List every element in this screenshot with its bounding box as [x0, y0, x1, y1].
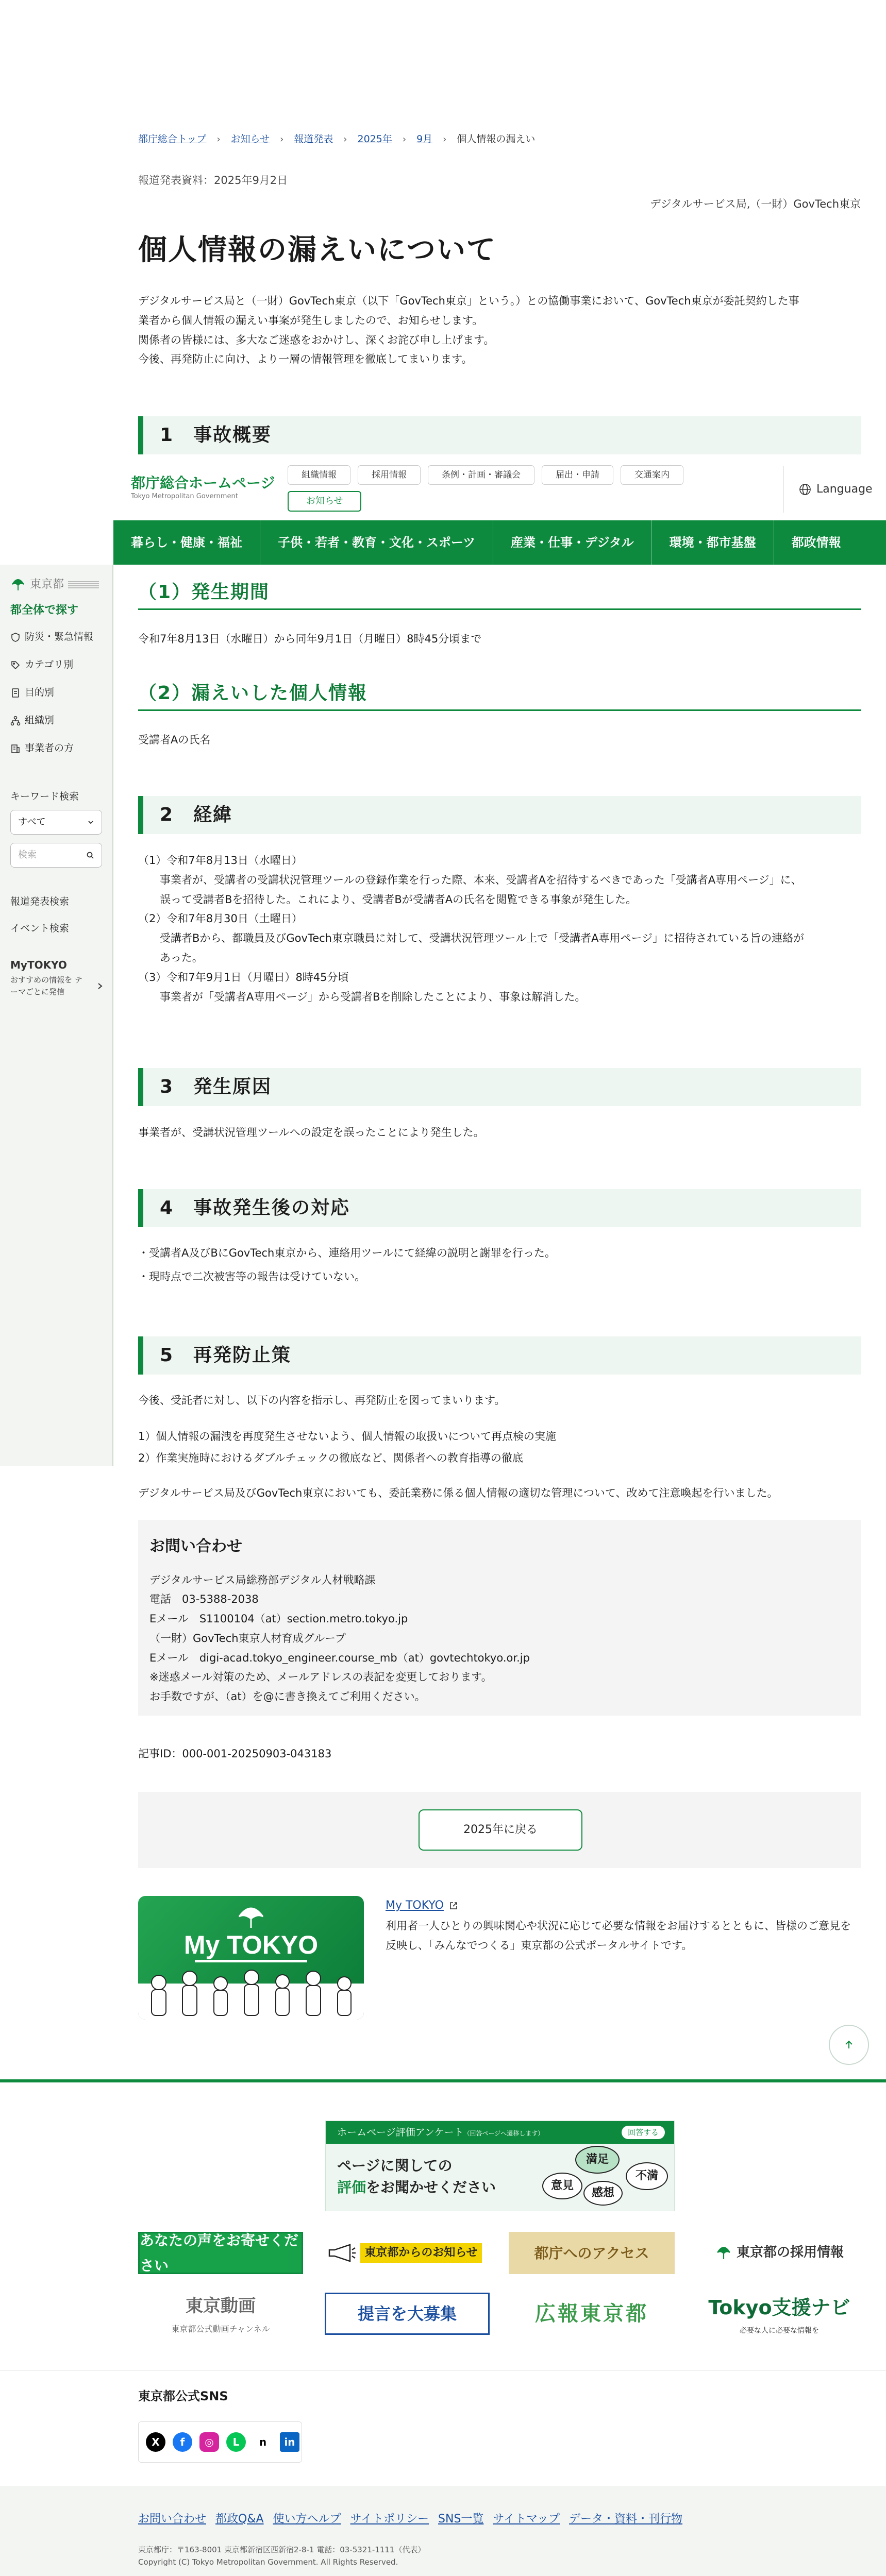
- sidebar-item-business[interactable]: [10, 740, 74, 757]
- banner-access[interactable]: 都庁へのアクセス: [509, 2232, 675, 2274]
- footer-link-sitemap[interactable]: サイトマップ: [493, 2513, 560, 2526]
- prevention-list: [138, 1427, 860, 1468]
- survey-line-1: ページに関しての: [337, 2157, 453, 2174]
- banner-notice[interactable]: [325, 2232, 484, 2274]
- banner-recruit[interactable]: [697, 2232, 862, 2274]
- timeline-list: [138, 851, 860, 1007]
- prevention-item: 2）作業実施時におけるダブルチェックの徹底など、関係者への教育指導の徹底: [138, 1451, 523, 1464]
- footer-links: [138, 2510, 682, 2530]
- gnav-industry[interactable]: 産業・仕事・デジタル: [493, 520, 652, 565]
- contact-line: Eメール S1100104（at）section.metro.tokyo.jp: [149, 1613, 408, 1625]
- footer-link-qa[interactable]: 都政Q&A: [215, 2513, 264, 2526]
- intro-line: 今後、再発防止に向け、より一層の情報管理を徹底してまいります。: [138, 353, 473, 366]
- banner-notice-label: 東京都からのお知らせ: [360, 2243, 481, 2263]
- page-title: 個人情報の漏えいについて: [138, 233, 496, 267]
- news-button[interactable]: お知らせ: [288, 491, 361, 512]
- utility-nav: [288, 465, 736, 485]
- keyword-search-label: キーワード検索: [10, 791, 79, 802]
- chevron-right-icon: ›: [443, 133, 447, 145]
- sidebar: [0, 565, 113, 1466]
- util-link-recruit[interactable]: 採用情報: [358, 465, 421, 485]
- sidebar-item-disaster[interactable]: [10, 629, 93, 646]
- bubble-dissatisfied: 不満: [626, 2162, 668, 2190]
- sns-title: 東京都公式SNS: [138, 2389, 228, 2403]
- release-department: デジタルサービス局,（一財）GovTech東京: [650, 198, 861, 210]
- contact-line: お手数ですが、（at）を@に書き換えてご利用ください。: [149, 1690, 426, 1703]
- sidebar-item-label: カテゴリ別: [25, 659, 74, 670]
- back-band: [138, 1792, 861, 1868]
- back-to-year-button[interactable]: 2025年に戻る: [419, 1809, 582, 1851]
- contact-title: お問い合わせ: [149, 1537, 242, 1555]
- banner-proposal[interactable]: 提言を大募集: [325, 2293, 490, 2335]
- timeline-item: （2）令和7年8月30日（土曜日）: [138, 912, 303, 925]
- bubble-opinion: 意見: [542, 2173, 582, 2199]
- shield-icon: [10, 632, 21, 642]
- subsection-heading-period: （1）発生期間: [138, 578, 861, 610]
- prevention-closing: デジタルサービス局及びGovTech東京においても、委託業務に係る個人情報の適切な管理について、改めて注意喚起を行いました。: [138, 1487, 778, 1499]
- contact-line: ※迷惑メール対策のため、メールアドレスの表記を変更しております。: [149, 1671, 492, 1684]
- survey-answer-button[interactable]: 回答する: [622, 2126, 665, 2139]
- site-header: [113, 456, 886, 520]
- prevention-intro: 今後、受託者に対し、以下の内容を指示し、再発防止を図ってまいります。: [138, 1394, 506, 1406]
- timeline-item: （1）令和7年8月13日（水曜日）: [138, 854, 303, 867]
- section-heading-4: 4 事故発生後の対応: [138, 1189, 861, 1227]
- breadcrumb: [138, 131, 535, 148]
- header-divider: [783, 466, 784, 513]
- util-link-access[interactable]: 交通案内: [621, 465, 683, 485]
- external-link-icon: [449, 1901, 458, 1910]
- banner-movie[interactable]: [138, 2293, 303, 2335]
- sidebar-heading: 都全体で探す: [10, 604, 79, 617]
- cause-text: 事業者が、受講状況管理ツールへの設定を誤ったことにより発生した。: [138, 1126, 484, 1139]
- gnav-environment[interactable]: 環境・都市基盤: [652, 520, 774, 565]
- prevention-item: 1）個人情報の漏洩を再度発生させないよう、個人情報の取扱いについて再点検の実施: [138, 1430, 556, 1443]
- survey-line-2-rest: をお聞かせください: [366, 2179, 496, 2196]
- survey-bar: [326, 2121, 674, 2144]
- timeline-item: （3）令和7年9月1日（月曜日）8時45分頃: [138, 971, 349, 984]
- chevron-right-icon: ›: [280, 133, 284, 145]
- bubble-impression: 感想: [583, 2181, 623, 2206]
- contact-line: 電話 03-5388-2038: [149, 1593, 259, 1606]
- ginkgo-icon: [715, 2246, 732, 2260]
- search-scope-select[interactable]: [10, 810, 102, 835]
- mytokyo-description: 利用者一人ひとりの興味関心や状況に応じて必要な情報をお届けするとともに、皆様のご意見を反映し、「みんなでつくる」東京都の公式ポータルサイトです。: [386, 1920, 851, 1952]
- banner-support-navi[interactable]: [697, 2293, 862, 2335]
- section-heading-5: 5 再発防止策: [138, 1336, 861, 1375]
- site-logo-title: 都庁総合ホームページ: [131, 474, 275, 492]
- sidebar-item-label: 防災・緊急情報: [25, 631, 94, 642]
- sidebar-item-label: 事業者の方: [25, 742, 74, 754]
- sidebar-mytokyo[interactable]: [10, 956, 103, 997]
- language-label: Language: [816, 483, 873, 496]
- back-to-top-button[interactable]: [829, 2025, 869, 2065]
- gnav-government[interactable]: 都政情報: [791, 535, 841, 550]
- survey-note: （回答ページへ遷移します）: [463, 2130, 544, 2137]
- search-icon[interactable]: [86, 851, 94, 859]
- survey-highlight: 評価: [337, 2179, 366, 2196]
- breadcrumb-link[interactable]: 2025年: [357, 133, 392, 145]
- util-link-ordinance[interactable]: 条例・計画・審議会: [428, 465, 534, 485]
- intro-line: デジタルサービス局と（一財）GovTech東京（以下「GovTech東京」という。）との協働事業において、GovTech東京が委託契約した事: [138, 295, 799, 307]
- sidebar-item-label: 組織別: [25, 715, 55, 726]
- footer-link-data[interactable]: データ・資料・刊行物: [569, 2513, 683, 2526]
- contact-line: （一財）GovTech東京人材育成グループ: [149, 1632, 346, 1645]
- intro-line: 業者から個人情報の漏えい事案が発生しましたので、お知らせします。: [138, 314, 483, 327]
- linkedin-icon[interactable]: in: [280, 2432, 299, 2452]
- sidebar-item-category[interactable]: [10, 656, 73, 673]
- chevron-right-icon: ›: [216, 133, 221, 145]
- site-logo-subtitle: Tokyo Metropolitan Government: [131, 492, 238, 500]
- contact-line: Eメール digi-acad.tokyo_engineer.course_mb（at）govtechtokyo.or.jp: [149, 1651, 530, 1664]
- search-scope-value: すべて: [18, 817, 46, 828]
- util-link-application[interactable]: 届出・申請: [542, 465, 613, 485]
- sns-links: [138, 2421, 302, 2463]
- chevron-right-icon: ›: [343, 133, 347, 145]
- intro-text: [138, 292, 860, 369]
- mytokyo-link-text: My TOKYO: [386, 1899, 444, 1912]
- logo-stripes: [68, 581, 99, 588]
- footer-link-policy[interactable]: サイトポリシー: [350, 2513, 429, 2526]
- megaphone-icon: [327, 2244, 356, 2262]
- release-date: 報道発表資料：2025年9月2日: [138, 174, 288, 187]
- breadcrumb-current: 個人情報の漏えい: [457, 133, 536, 145]
- building-icon: [10, 743, 21, 754]
- press-search-link[interactable]: 報道発表検索: [10, 896, 70, 907]
- banner-movie-sub: 東京都公式動画チャンネル: [171, 2324, 270, 2334]
- timeline-item: 事業者が「受講者A専用ページ」から受講者Bを削除したことにより、事象は解消した。: [138, 990, 586, 1003]
- chevron-right-icon: [97, 982, 103, 990]
- subsection-heading-leaked-info: （2）漏えいした個人情報: [138, 679, 861, 711]
- article-id: 記事ID：000-001-20250903-043183: [138, 1748, 332, 1760]
- banner-navi-label: Tokyo支援ナビ: [708, 2296, 850, 2319]
- search-placeholder: 検索: [18, 850, 37, 861]
- contact-line: デジタルサービス局総務部デジタル人材戦略課: [149, 1573, 376, 1586]
- banner-voice[interactable]: あなたの声をお寄せください: [138, 2232, 303, 2274]
- sidebar-item-organization[interactable]: [10, 712, 54, 729]
- ginkgo-icon: [10, 578, 26, 591]
- instagram-icon[interactable]: ◎: [199, 2432, 219, 2452]
- site-logo[interactable]: [131, 474, 275, 501]
- language-button[interactable]: [799, 480, 873, 500]
- breadcrumb-link[interactable]: お知らせ: [230, 133, 270, 145]
- breadcrumb-link[interactable]: 報道発表: [294, 133, 333, 145]
- footer-link-sns[interactable]: SNS一覧: [438, 2513, 484, 2526]
- footer-address-block: [138, 2544, 425, 2568]
- section-heading-3: 3 発生原因: [138, 1068, 861, 1106]
- bubble-satisfied: 満足: [575, 2146, 620, 2174]
- response-list: [138, 1244, 860, 1287]
- sidebar-logo-text: 東京都: [30, 578, 64, 591]
- arrow-up-icon: [843, 2039, 855, 2051]
- timeline-item: 事業者が、受講者の受講状況管理ツールの登録作業を行った際、本来、受講者Aを招待するべきであった「受講者A専用ページ」に、: [138, 873, 802, 886]
- x-icon[interactable]: X: [146, 2432, 165, 2452]
- section-heading-1: 1 事故概要: [138, 416, 861, 454]
- banner-koho[interactable]: 広報東京都: [535, 2302, 648, 2326]
- response-item: ・受講者A及びBにGovTech東京から、連絡用ツールにて経緯の説明と謝罪を行った。: [138, 1247, 556, 1259]
- gnav-life[interactable]: 暮らし・健康・福祉: [113, 520, 260, 565]
- note-icon[interactable]: n: [253, 2432, 273, 2452]
- sidebar-mytokyo-title: MyTOKYO: [10, 959, 67, 971]
- breadcrumb-link[interactable]: 都庁総合トップ: [138, 133, 207, 145]
- banner-navi-sub: 必要な人に必要な情報を: [740, 2327, 819, 2335]
- survey-title: ホームページ評価アンケート: [337, 2127, 464, 2138]
- gnav-children[interactable]: 子供・若者・教育・文化・スポーツ: [260, 520, 493, 565]
- sidebar-logo[interactable]: [10, 575, 99, 595]
- intro-line: 関係者の皆様には、多大なご迷惑をおかけし、深くお詫び申し上げます。: [138, 333, 495, 346]
- footer-link-contact[interactable]: お問い合わせ: [138, 2513, 207, 2526]
- footer-link-help[interactable]: 使い方ヘルプ: [273, 2513, 341, 2526]
- contact-box: [138, 1520, 861, 1716]
- document-icon: [10, 688, 21, 698]
- global-nav: [113, 520, 886, 565]
- sidebar-mytokyo-desc: おすすめの情報を テーマごとに発信: [10, 975, 82, 996]
- org-chart-icon: [10, 716, 21, 726]
- sidebar-item-purpose[interactable]: [10, 684, 54, 701]
- period-text: 令和7年8月13日（水曜日）から同年9月1日（月曜日）8時45分頃まで: [138, 633, 482, 645]
- line-icon[interactable]: L: [226, 2432, 246, 2452]
- footer-divider: [0, 2079, 886, 2082]
- mytokyo-link[interactable]: [386, 1896, 458, 1916]
- ginkgo-icon: [239, 1908, 263, 1928]
- sidebar-item-label: 目的別: [25, 687, 55, 698]
- site-footer: [0, 2486, 886, 2576]
- facebook-icon[interactable]: f: [173, 2432, 192, 2452]
- section-heading-2: 2 経緯: [138, 796, 861, 834]
- globe-icon: [799, 483, 811, 496]
- breadcrumb-link[interactable]: 9月: [416, 133, 433, 145]
- timeline-item: あった。: [138, 951, 203, 964]
- mytokyo-banner-text: My TOKYO: [183, 1930, 319, 1959]
- tag-icon: [10, 660, 21, 670]
- response-item: ・現時点で二次被害等の報告は受けていない。: [138, 1270, 365, 1283]
- chevron-right-icon: ›: [402, 133, 407, 145]
- chevron-down-icon: [87, 819, 94, 826]
- banner-recruit-label: 東京都の採用情報: [736, 2245, 844, 2261]
- event-search-link[interactable]: イベント検索: [10, 923, 70, 934]
- footer-copyright: Copyright (C) Tokyo Metropolitan Government. All Rights Reserved.: [138, 2557, 398, 2567]
- footer-address: 東京都庁：〒163-8001 東京都新宿区西新宿2-8-1 電話：03-5321-1111（代表）: [138, 2545, 426, 2554]
- util-link-organization[interactable]: 組織情報: [288, 465, 350, 485]
- banner-movie-label: 東京動画: [186, 2296, 256, 2317]
- keyword-search-input[interactable]: [10, 843, 102, 868]
- survey-banner[interactable]: [325, 2121, 675, 2211]
- mytokyo-banner[interactable]: [138, 1896, 364, 2020]
- timeline-item: 受講者Bから、都職員及びGovTech東京職員に対して、受講状況管理ツール上で「受講者A専用ページ」に招待されている旨の連絡が: [138, 932, 805, 945]
- survey-line-2: [337, 2175, 496, 2200]
- timeline-item: 誤って受講者Bを招待した。これにより、受講者Bが受講者Aの氏名を閲覧できる事象が発生した。: [138, 893, 637, 906]
- leaked-info-text: 受講者Aの氏名: [138, 734, 211, 746]
